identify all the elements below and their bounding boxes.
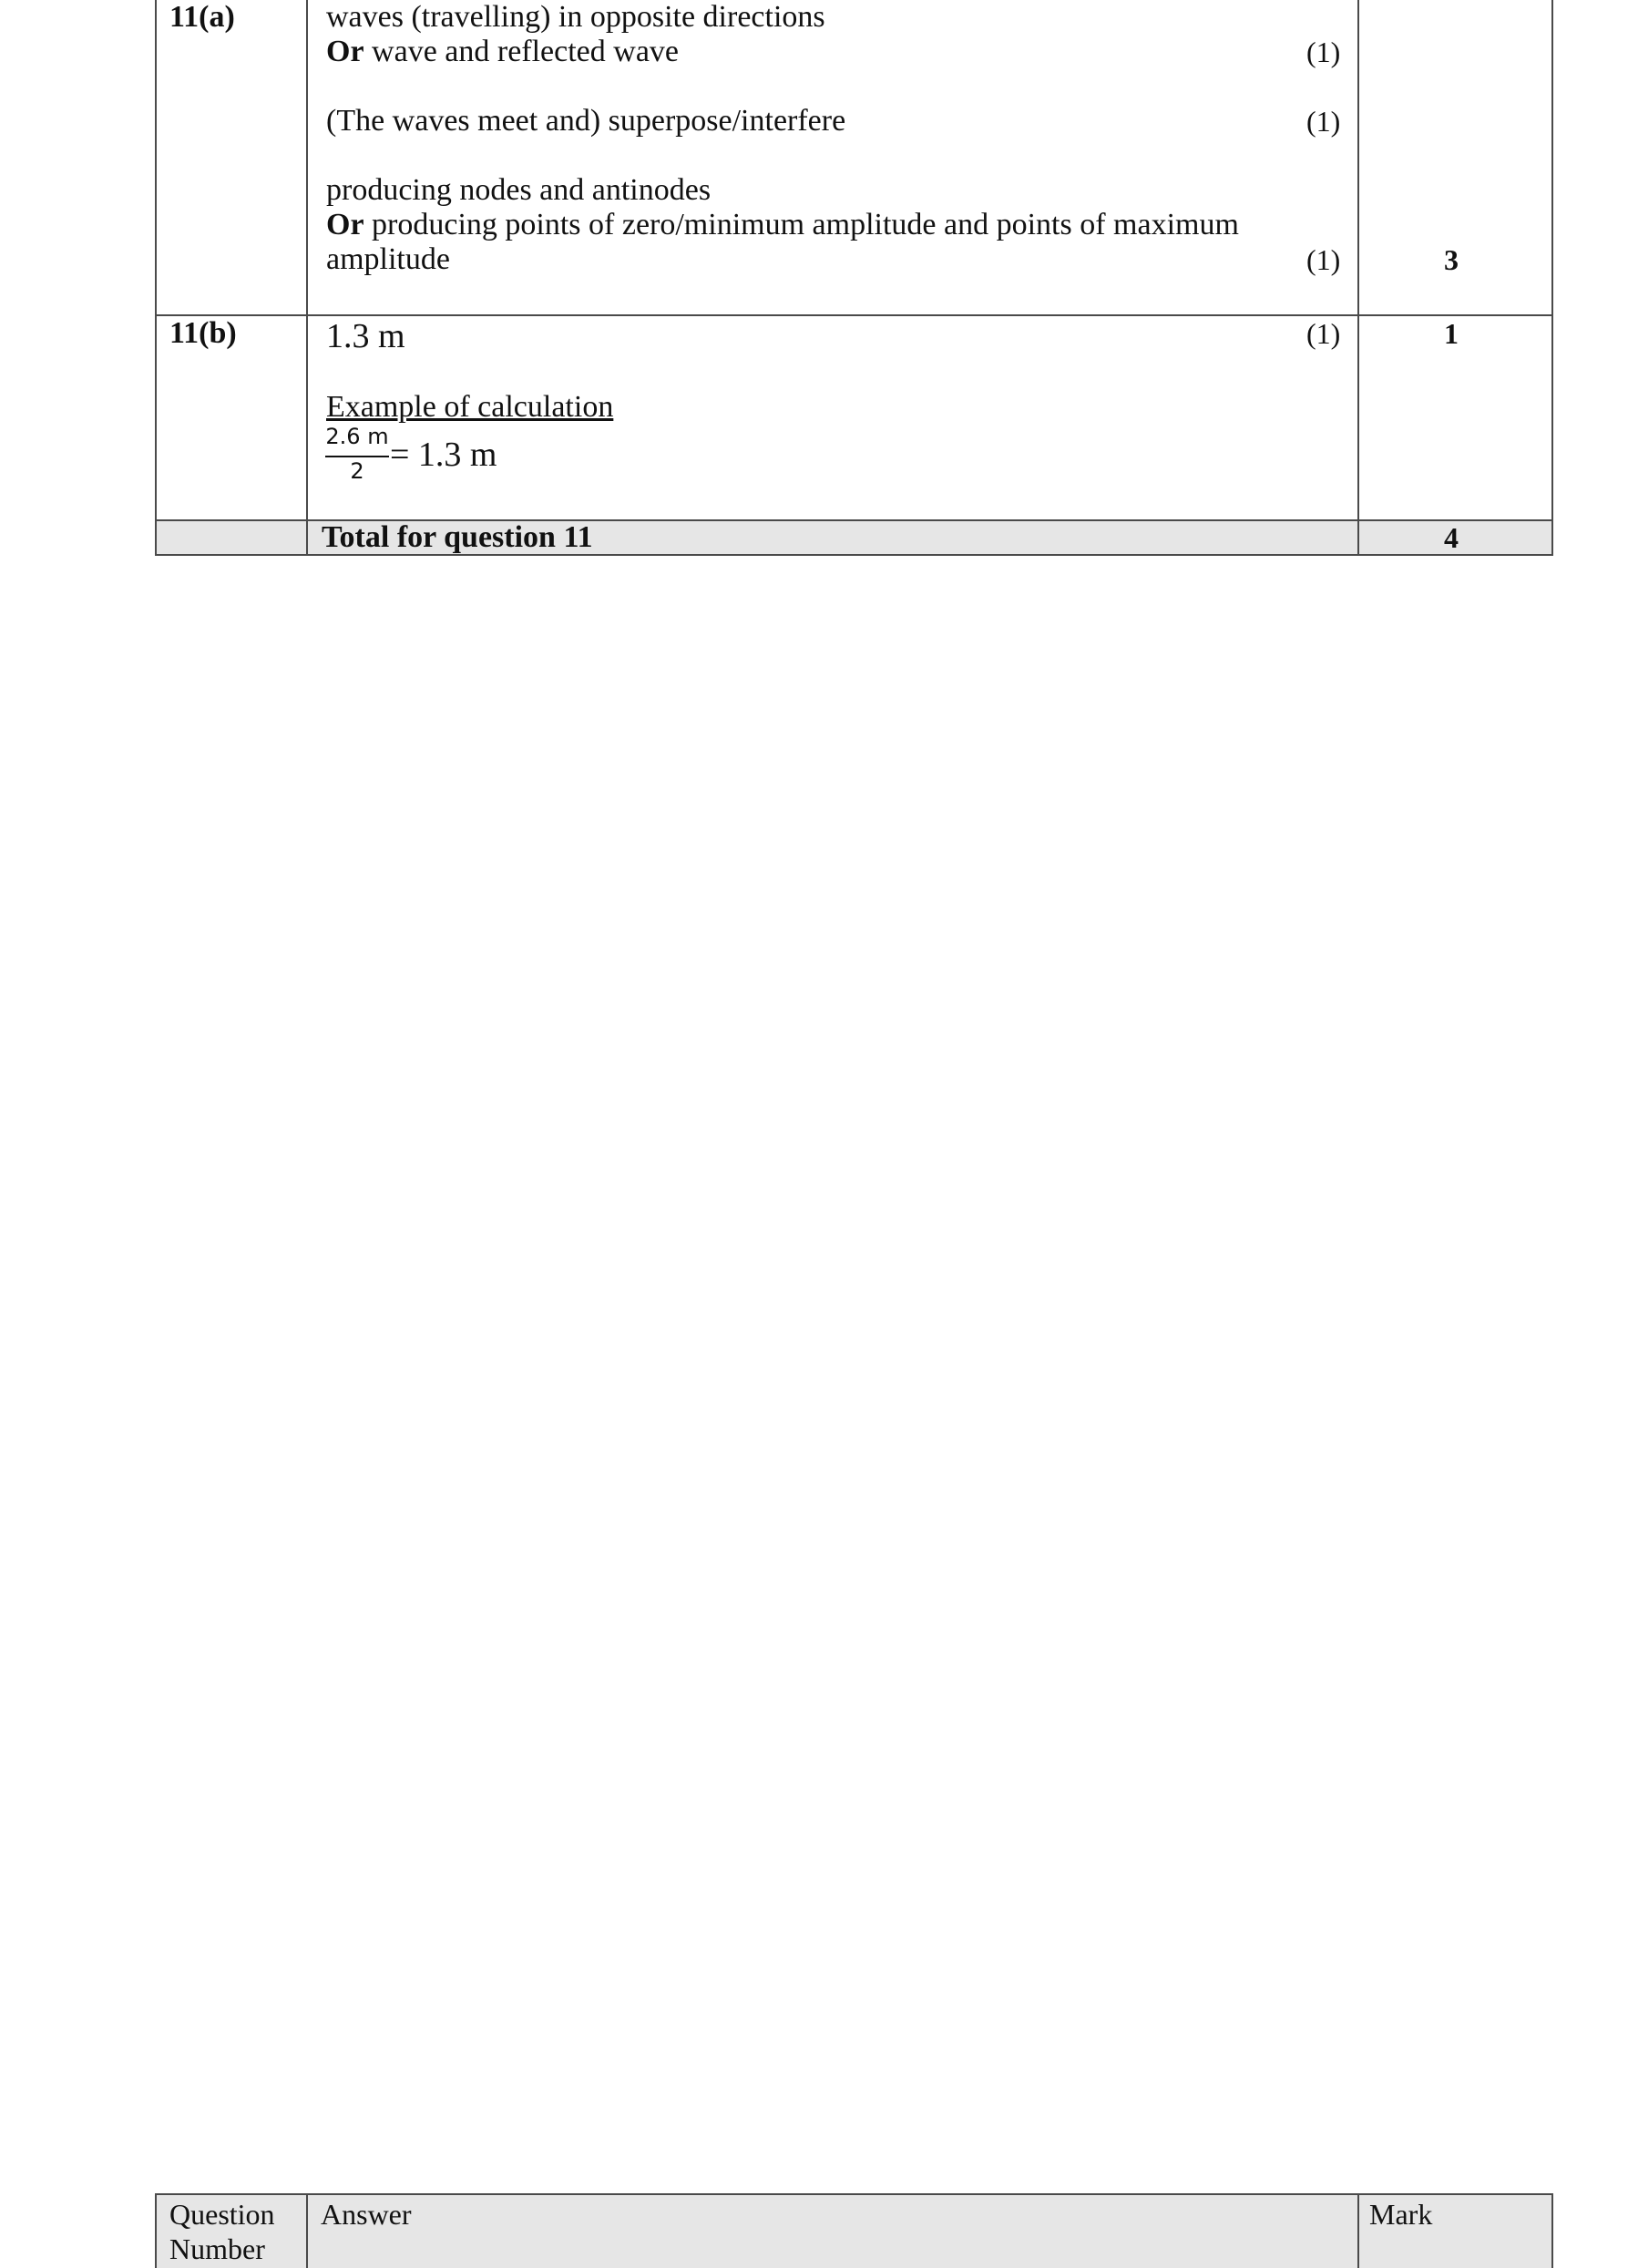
calculation-result: = 1.3 m: [390, 436, 497, 474]
answer-line-amplitude: [326, 242, 450, 277]
answer-1-3m: 1.3 m: [326, 317, 405, 355]
answer-line-zero-min-amplitude: [326, 208, 1239, 242]
table-question-column-border: [306, 0, 308, 556]
calculation-fraction: [325, 426, 389, 489]
answer-text: (The waves meet and) superpose/interfere: [326, 104, 846, 138]
answer-text: waves (travelling) in opposite directions: [326, 0, 825, 34]
table-left-border: [155, 0, 157, 556]
total-mark-11a: 3: [1444, 243, 1459, 276]
header-mark: Mark: [1369, 2198, 1433, 2231]
question-number-11a: 11(a): [169, 0, 235, 34]
table-mark-column-border: [1357, 0, 1359, 556]
answer-text: wave and reflected wave: [372, 35, 680, 68]
answer-text: producing nodes and antinodes: [326, 173, 712, 207]
fraction-numerator: 2.6 m: [325, 424, 389, 449]
mark-superpose: (1): [1306, 105, 1341, 138]
example-calculation-heading: Example of calculation: [326, 390, 614, 424]
row-divider-11a-11b: [155, 314, 1553, 316]
answer-line-superpose: [326, 104, 845, 139]
next-table-left-border: [155, 2193, 157, 2268]
fraction-bar: [325, 456, 389, 457]
next-table-right-border: [1551, 2193, 1553, 2268]
total-question-label: Total for question 11: [322, 520, 593, 554]
next-table-top-border: [155, 2193, 1553, 2195]
total-mark-11b: 1: [1444, 317, 1459, 350]
next-table-mark-column-border: [1357, 2193, 1359, 2268]
header-question-number-line2: Number: [169, 2232, 265, 2265]
total-question-mark: 4: [1444, 521, 1459, 554]
table-right-border: [1551, 0, 1553, 556]
fraction-denominator: 2: [350, 458, 364, 484]
header-answer: Answer: [321, 2198, 412, 2231]
answer-line-nodes-antinodes: [326, 173, 711, 208]
answer-text: amplitude: [326, 242, 450, 276]
header-question-number-line1: Question: [169, 2198, 275, 2231]
answer-line-waves-opposite: [326, 0, 825, 35]
mark-11b: (1): [1306, 317, 1341, 350]
mark-reflected-wave: (1): [1306, 36, 1341, 68]
or-prefix: Or: [326, 208, 364, 241]
answer-text: producing points of zero/minimum amplitude and points of maximum: [372, 208, 1239, 241]
mark-amplitude: (1): [1306, 243, 1341, 276]
next-table-question-column-border: [306, 2193, 308, 2268]
answer-line-reflected-wave: [326, 35, 679, 69]
or-prefix: Or: [326, 35, 364, 68]
question-number-11b: 11(b): [169, 316, 237, 350]
